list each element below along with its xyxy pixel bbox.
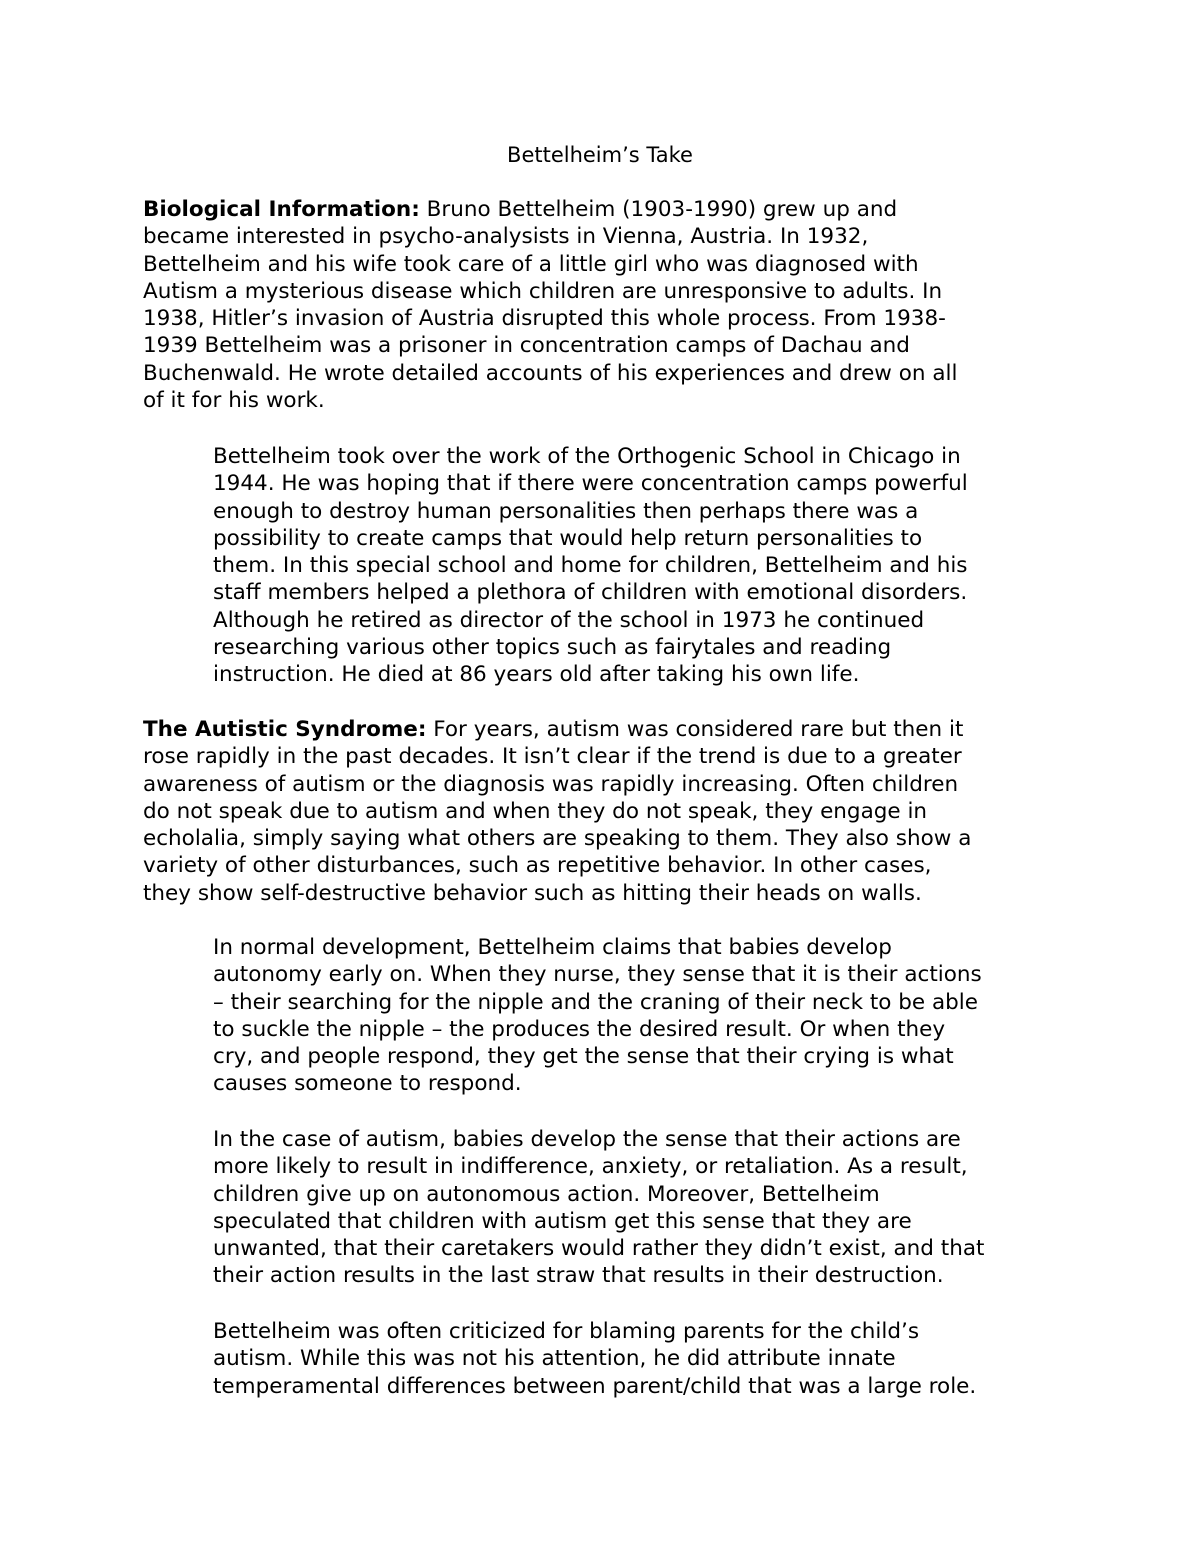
text-line: Bettelheim took over the work of the Orthogenic School in Chicago in bbox=[213, 444, 961, 469]
text-line: to suckle the nipple – the produces the desired result. Or when they bbox=[213, 1016, 946, 1042]
text-line: enough to destroy human personalities then perhaps there was a bbox=[213, 498, 919, 524]
paragraph-normal-development bbox=[213, 934, 1073, 1098]
paragraph-criticism bbox=[213, 1318, 1073, 1400]
text-line: children give up on autonomous action. Moreover, Bettelheim bbox=[213, 1181, 880, 1207]
text-line: cry, and people respond, they get the sense that their crying is what bbox=[213, 1044, 954, 1070]
text-line: Buchenwald. He wrote detailed accounts of his experiences and drew on all bbox=[143, 360, 958, 386]
text-line: For years, autism was considered rare but then it bbox=[426, 717, 964, 742]
text-line: variety of other disturbances, such as repetitive behavior. In other cases, bbox=[143, 853, 932, 879]
text-line: causes someone to respond. bbox=[213, 1071, 522, 1097]
text-line: unwanted, that their caretakers would rather they didn’t exist, and that bbox=[213, 1236, 985, 1262]
text-line: autism. While this was not his attention, he did attribute innate bbox=[213, 1346, 896, 1372]
text-line: Bettelheim and his wife took care of a little girl who was diagnosed with bbox=[143, 251, 919, 277]
section-heading-autistic-syndrome: The Autistic Syndrome: bbox=[143, 717, 427, 742]
text-line: 1938, Hitler’s invasion of Austria disrupted this whole process. From 1938- bbox=[143, 306, 946, 332]
paragraph-case-of-autism bbox=[213, 1126, 1073, 1290]
text-line: 1944. He was hoping that if there were concentration camps powerful bbox=[213, 471, 968, 497]
text-line: them. In this special school and home for children, Bettelheim and his bbox=[213, 553, 968, 579]
paragraph-autistic-syndrome bbox=[143, 716, 1073, 907]
text-line: speculated that children with autism get this sense that they are bbox=[213, 1208, 912, 1234]
text-line: became interested in psycho-analysists in Vienna, Austria. In 1932, bbox=[143, 224, 869, 250]
paragraph-orthogenic-school bbox=[213, 443, 1073, 689]
text-line: of it for his work. bbox=[143, 388, 325, 414]
text-line: temperamental differences between parent/child that was a large role. bbox=[213, 1373, 977, 1399]
text-line: awareness of autism or the diagnosis was rapidly increasing. Often children bbox=[143, 771, 959, 797]
text-line: researching various other topics such as fairytales and reading bbox=[213, 635, 892, 661]
text-line: autonomy early on. When they nurse, they sense that it is their actions bbox=[213, 962, 982, 988]
text-line: echolalia, simply saying what others are speaking to them. They also show a bbox=[143, 826, 972, 852]
text-line: – their searching for the nipple and the craning of their neck to be able bbox=[213, 989, 979, 1015]
text-line: 1939 Bettelheim was a prisoner in concentration camps of Dachau and bbox=[143, 333, 910, 359]
text-line: Bettelheim was often criticized for blaming parents for the child’s bbox=[213, 1319, 920, 1344]
text-line: their action results in the last straw that results in their destruction. bbox=[213, 1263, 944, 1289]
document-title: Bettelheim’s Take bbox=[507, 143, 693, 167]
text-line: Bruno Bettelheim (1903-1990) grew up and bbox=[419, 197, 898, 222]
text-line: Autism a mysterious disease which children are unresponsive to adults. In bbox=[143, 278, 943, 304]
text-line: more likely to result in indifference, anxiety, or retaliation. As a result, bbox=[213, 1154, 968, 1180]
text-line: rose rapidly in the past decades. It isn’t clear if the trend is due to a greater bbox=[143, 744, 962, 770]
text-line: staff members helped a plethora of children with emotional disorders. bbox=[213, 580, 968, 606]
text-line: they show self-destructive behavior such as hitting their heads on walls. bbox=[143, 880, 922, 906]
text-line: instruction. He died at 86 years old after taking his own life. bbox=[213, 662, 860, 688]
paragraph-biological-information bbox=[143, 196, 1073, 414]
text-line: possibility to create camps that would help return personalities to bbox=[213, 525, 923, 551]
text-line: In the case of autism, babies develop the sense that their actions are bbox=[213, 1127, 961, 1152]
text-line: In normal development, Bettelheim claims that babies develop bbox=[213, 935, 892, 960]
section-heading-biological-information: Biological Information: bbox=[143, 197, 420, 222]
text-line: Although he retired as director of the school in 1973 he continued bbox=[213, 607, 925, 633]
text-line: do not speak due to autism and when they do not speak, they engage in bbox=[143, 798, 928, 824]
